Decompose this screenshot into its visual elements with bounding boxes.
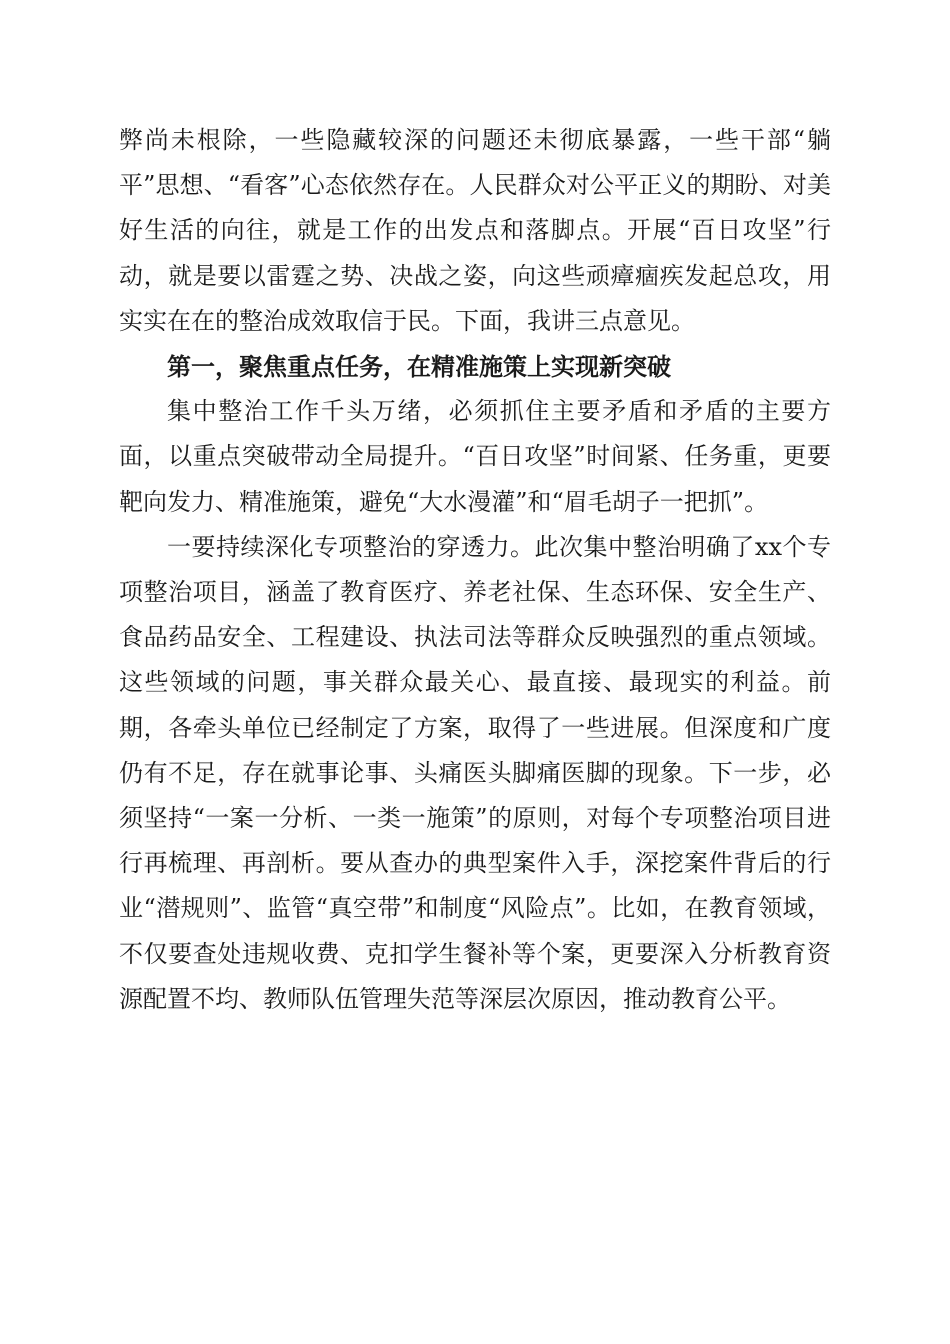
paragraph-body: 一要持续深化专项整治的穿透力。此次集中整治明确了xx个专项整治项目，涵盖了教育医疗、养老社保、生态环保、安全生产、食品药品安全、工程建设、执法司法等群众反映强烈的重点领域。这些领域的问题，事关群众最关心、最直接、最现实的利益。前期，各牵头单位已经制定了方案，取得了一些进展。但深度和广度仍有不足，存在就事论事、头痛医头脚痛医脚的现象。下一步，必须坚持“一案一分析、一类一施策”的原则，对每个专项整治项目进行再梳理、再剖析。要从查办的典型案件入手，深挖案件背后的行业“潜规则”、监管“真空带”和制度“风险点”。比如，在教育领域，不仅要查处违规收费、克扣学生餐补等个案，更要深入分析教育资源配置不均、教师队伍管理失范等深层次原因，推动教育公平。: [119, 532, 831, 1013]
paragraph-continuation: 弊尚未根除，一些隐藏较深的问题还未彻底暴露，一些干部“躺平”思想、“看客”心态依然存在。人民群众对公平正义的期盼、对美好生活的向往，就是工作的出发点和落脚点。开展“百日攻坚”行动，就是要以雷霆之势、决战之姿，向这些顽瘴痼疾发起总攻，用实实在在的整治成效取信于民。下面，我讲三点意见。: [119, 126, 831, 335]
section-heading: 第一，聚焦重点任务，在精准施策上实现新突破: [167, 352, 671, 382]
paragraph-body: 集中整治工作千头万绪，必须抓住主要矛盾和矛盾的主要方面，以重点突破带动全局提升。“百日攻坚”时间紧、任务重，更要靶向发力、精准施策，避免“大水漫灌”和“眉毛胡子一把抓”。: [119, 397, 831, 516]
document-body: [119, 118, 831, 1022]
